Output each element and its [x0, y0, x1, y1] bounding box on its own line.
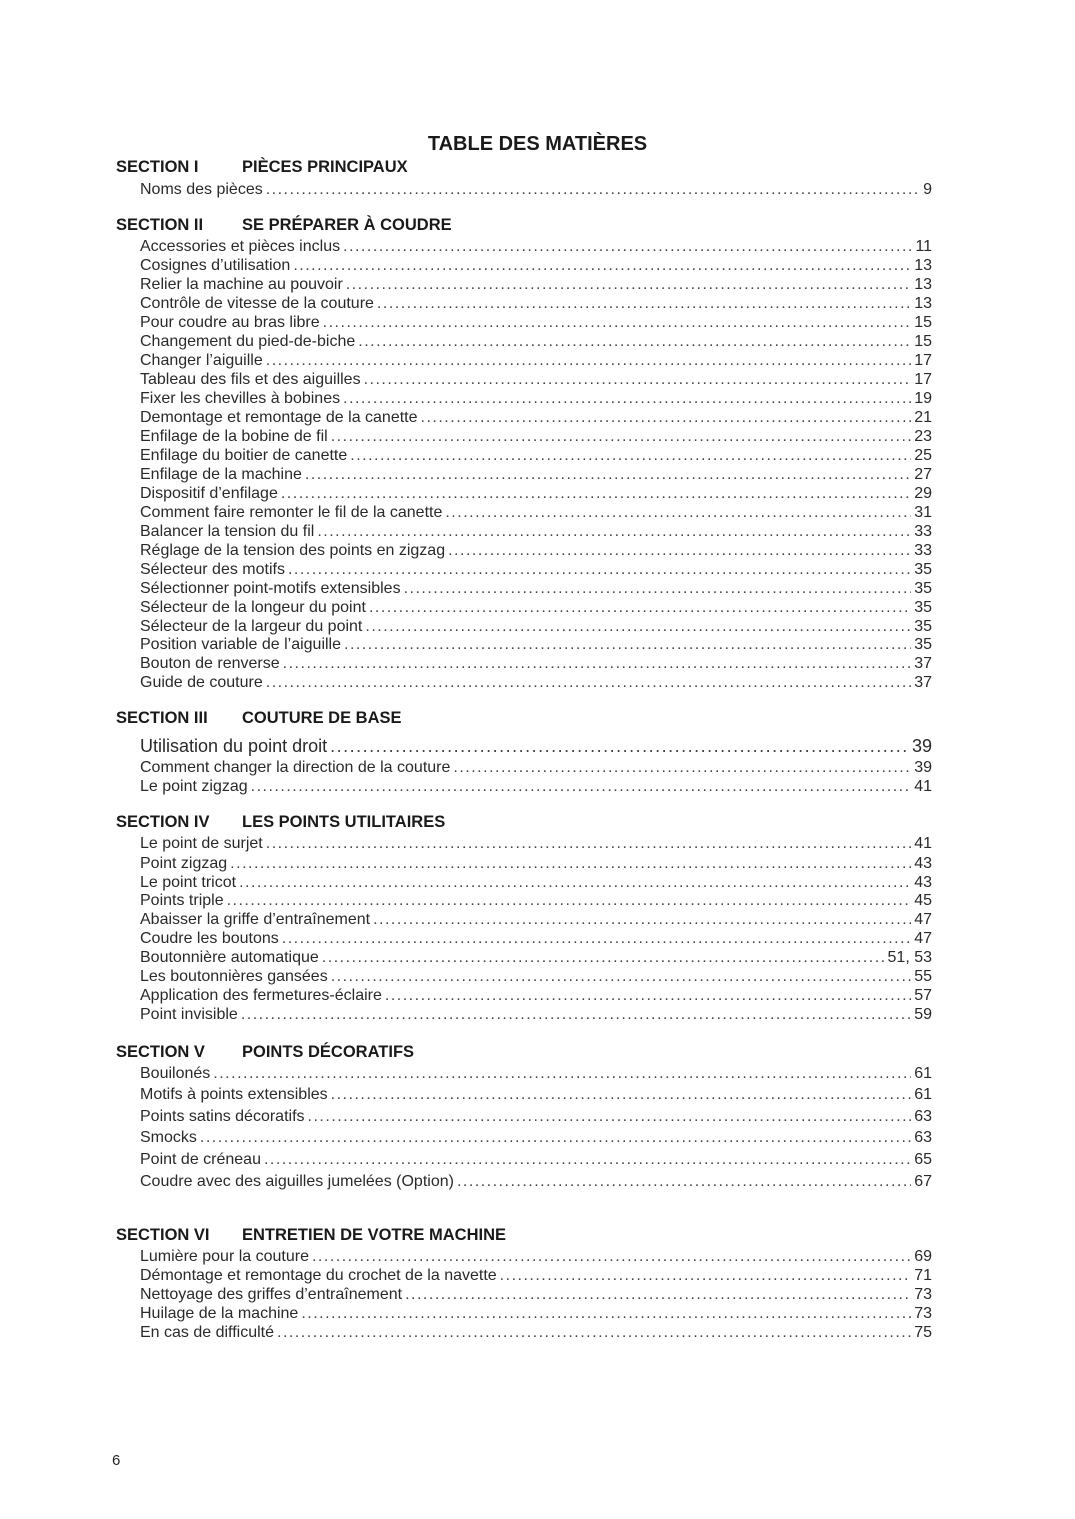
section-header-3 [116, 709, 402, 728]
toc-entry[interactable] [140, 390, 932, 408]
dot-leader [277, 1324, 911, 1342]
toc-entry[interactable] [140, 674, 932, 692]
dot-leader [343, 238, 912, 256]
entry-title: Cosignes d’utilisation [140, 257, 291, 274]
entry-title: Nettoyage des griffes d’entraînement [140, 1286, 403, 1303]
dot-leader [241, 1006, 911, 1024]
dot-leader [288, 561, 911, 579]
dot-leader [358, 333, 911, 351]
entry-page: 17 [914, 371, 932, 388]
toc-entry[interactable] [140, 736, 932, 757]
toc-entry[interactable] [140, 504, 932, 522]
entry-title: Noms des pièces [140, 181, 263, 198]
dot-leader [266, 352, 911, 370]
dot-leader [346, 276, 911, 294]
dot-leader [266, 835, 911, 853]
toc-entry[interactable] [140, 371, 932, 389]
entry-title: En cas de difficulté [140, 1324, 275, 1341]
entry-page: 71 [914, 1267, 932, 1284]
entry-title: Changer l’aiguille [140, 352, 263, 369]
dot-leader [293, 257, 911, 275]
entry-page: 27 [914, 466, 932, 483]
toc-entry[interactable] [140, 523, 932, 541]
toc-entry[interactable] [140, 580, 932, 598]
entry-title: Enfilage du boitier de canette [140, 447, 348, 464]
entry-page: 37 [914, 655, 932, 672]
entry-title: Enfilage de la bobine de fil [140, 428, 328, 445]
toc-entry[interactable] [140, 1267, 932, 1285]
dot-leader [281, 485, 911, 503]
entry-page: 31 [914, 504, 932, 521]
toc-entry[interactable] [140, 542, 932, 560]
entry-page: 17 [914, 352, 932, 369]
dot-leader [317, 523, 911, 541]
entry-title: Position variable de l’aiguille [140, 636, 342, 653]
section-header-2 [116, 216, 452, 235]
entry-title: Point de créneau [140, 1151, 261, 1168]
entry-page: 47 [914, 911, 932, 928]
dot-leader [385, 987, 911, 1005]
toc-entry[interactable] [140, 855, 932, 873]
entry-page: 39 [914, 759, 932, 776]
toc-entry[interactable] [140, 257, 932, 275]
entry-title: Réglage de la tension des points en zigzag [140, 542, 446, 559]
dot-leader [350, 447, 911, 465]
entry-page: 35 [914, 580, 932, 597]
section-name: LES POINTS UTILITAIRES [242, 813, 446, 831]
dot-leader [331, 1086, 912, 1104]
entry-page: 61 [914, 1086, 932, 1103]
entry-page: 9 [923, 181, 932, 198]
entry-title: Démontage et remontage du crochet de la navette [140, 1267, 497, 1284]
entry-page: 73 [914, 1305, 932, 1322]
dot-leader [421, 409, 912, 427]
toc-entry[interactable] [140, 1173, 932, 1191]
toc-entry[interactable] [140, 352, 932, 370]
toc-entry[interactable] [140, 276, 932, 294]
toc-entry[interactable] [140, 447, 932, 465]
toc-entry[interactable] [140, 485, 932, 503]
toc-entry[interactable] [140, 238, 932, 256]
dot-leader [266, 674, 911, 692]
entry-page: 35 [914, 618, 932, 635]
toc-entry[interactable] [140, 618, 932, 636]
toc-entry[interactable] [140, 1324, 932, 1342]
toc-entry[interactable] [140, 314, 932, 332]
toc-entry[interactable] [140, 949, 932, 967]
toc-entry[interactable] [140, 930, 932, 948]
entry-page: 61 [914, 1065, 932, 1082]
entry-title: Relier la machine au pouvoir [140, 276, 343, 293]
dot-leader [227, 892, 912, 910]
toc-entry[interactable] [140, 1129, 932, 1147]
entry-page: 33 [914, 523, 932, 540]
entry-title: Sélectionner point-motifs extensibles [140, 580, 401, 597]
entry-page: 51, 53 [887, 949, 932, 966]
dot-leader [369, 599, 911, 617]
toc-entry[interactable] [140, 778, 932, 796]
entry-title: Demontage et remontage de la canette [140, 409, 418, 426]
toc-entry[interactable] [140, 1286, 932, 1304]
entry-title: Motifs à points extensibles [140, 1086, 328, 1103]
entry-title: Utilisation du point droit [140, 736, 328, 756]
entry-page: 43 [914, 874, 932, 891]
toc-entry[interactable] [140, 181, 932, 199]
toc-entry[interactable] [140, 759, 932, 777]
toc-entry[interactable] [140, 409, 932, 427]
section-name: POINTS DÉCORATIFS [242, 1043, 415, 1061]
entry-title: Application des fermetures-éclaire [140, 987, 382, 1004]
entry-title: Sélecteur des motifs [140, 561, 285, 578]
section-name: ENTRETIEN DE VOTRE MACHINE [242, 1226, 507, 1244]
toc-entry[interactable] [140, 968, 932, 986]
entry-title: Sélecteur de la longeur du point [140, 599, 366, 616]
dot-leader [239, 874, 911, 892]
section-header-4 [116, 813, 445, 832]
entry-page: 33 [914, 542, 932, 559]
dot-leader [457, 1173, 911, 1191]
dot-leader [373, 911, 911, 929]
entry-page: 63 [914, 1108, 932, 1125]
toc-entry[interactable] [140, 1305, 932, 1323]
page-number: 6 [112, 1452, 121, 1469]
entry-page: 73 [914, 1286, 932, 1303]
section-number: SECTION I [116, 158, 199, 176]
dot-leader [264, 1151, 911, 1169]
entry-title: Le point tricot [140, 874, 237, 891]
toc-entry[interactable] [140, 599, 932, 617]
dot-leader [343, 390, 911, 408]
entry-page: 19 [914, 390, 932, 407]
entry-page: 39 [911, 736, 932, 756]
dot-leader [266, 181, 920, 199]
entry-page: 59 [914, 1006, 932, 1023]
dot-leader [305, 466, 911, 484]
dot-leader [282, 930, 911, 948]
toc-entry[interactable] [140, 1248, 932, 1266]
entry-page: 11 [915, 238, 932, 255]
entry-page: 35 [914, 636, 932, 653]
entry-title: Fixer les chevilles à bobines [140, 390, 341, 407]
toc-entry[interactable] [140, 1108, 932, 1126]
dot-leader [331, 968, 912, 986]
entry-page: 65 [914, 1151, 932, 1168]
entry-page: 35 [914, 599, 932, 616]
toc-entry[interactable] [140, 636, 932, 654]
section-number: SECTION VI [116, 1226, 210, 1244]
toc-entry[interactable] [140, 1065, 932, 1083]
entry-title: Points triple [140, 892, 224, 909]
entry-title: Lumière pour la couture [140, 1248, 309, 1265]
entry-title: Sélecteur de la largeur du point [140, 618, 363, 635]
dot-leader [283, 655, 912, 673]
toc-entry[interactable] [140, 874, 932, 892]
entry-page: 29 [914, 485, 932, 502]
entry-page: 67 [914, 1173, 932, 1190]
toc-entry[interactable] [140, 466, 932, 484]
entry-title: Accessories et pièces inclus [140, 238, 341, 255]
entry-page: 69 [914, 1248, 932, 1265]
dot-leader [301, 1305, 911, 1323]
dot-leader [365, 618, 911, 636]
dot-leader [308, 1108, 912, 1126]
entry-title: Bouton de renverse [140, 655, 280, 672]
toc-entry[interactable] [140, 1006, 932, 1024]
toc-entry[interactable] [140, 428, 932, 446]
entry-title: Comment faire remonter le fil de la canette [140, 504, 443, 521]
entry-title: Coudre les boutons [140, 930, 279, 947]
entry-page: 13 [914, 276, 932, 293]
dot-leader [312, 1248, 911, 1266]
entry-title: Changement du pied-de-biche [140, 333, 356, 350]
dot-leader [445, 504, 911, 522]
entry-page: 55 [914, 968, 932, 985]
dot-leader [453, 759, 911, 777]
entry-title: Coudre avec des aiguilles jumelées (Option) [140, 1173, 454, 1190]
entry-title: Tableau des fils et des aiguilles [140, 371, 361, 388]
toc-entry[interactable] [140, 295, 932, 313]
entry-page: 25 [914, 447, 932, 464]
entry-page: 13 [914, 257, 932, 274]
entry-page: 75 [914, 1324, 932, 1341]
entry-title: Enfilage de la machine [140, 466, 302, 483]
section-header-1 [116, 158, 408, 177]
entry-title: Points satins décoratifs [140, 1108, 305, 1125]
entry-page: 35 [914, 561, 932, 578]
section-number: SECTION III [116, 709, 208, 727]
entry-page: 57 [914, 987, 932, 1004]
entry-page: 47 [914, 930, 932, 947]
entry-page: 15 [914, 314, 932, 331]
dot-leader [404, 580, 912, 598]
entry-page: 41 [914, 835, 932, 852]
dot-leader [448, 542, 911, 560]
entry-page: 13 [914, 295, 932, 312]
dot-leader [251, 778, 912, 796]
section-name: PIÈCES PRINCIPAUX [242, 158, 408, 176]
toc-entry[interactable] [140, 911, 932, 929]
entry-title: Les boutonnières gansées [140, 968, 328, 985]
entry-title: Le point zigzag [140, 778, 248, 795]
entry-title: Balancer la tension du fil [140, 523, 315, 540]
dot-leader [405, 1286, 911, 1304]
section-name: SE PRÉPARER À COUDRE [242, 216, 452, 234]
entry-title: Guide de couture [140, 674, 263, 691]
dot-leader [330, 736, 909, 757]
entry-page: 37 [914, 674, 932, 691]
entry-page: 15 [914, 333, 932, 350]
entry-page: 21 [914, 409, 932, 426]
dot-leader [230, 855, 911, 873]
entry-page: 45 [914, 892, 932, 909]
dot-leader [322, 949, 885, 967]
dot-leader [500, 1267, 912, 1285]
dot-leader [344, 636, 911, 654]
toc-entry[interactable] [140, 892, 932, 910]
entry-title: Contrôle de vitesse de la couture [140, 295, 374, 312]
entry-title: Le point de surjet [140, 835, 263, 852]
entry-title: Point invisible [140, 1006, 238, 1023]
entry-title: Huilage de la machine [140, 1305, 299, 1322]
dot-leader [213, 1065, 911, 1083]
section-header-5 [116, 1043, 414, 1062]
entry-title: Comment changer la direction de la couture [140, 759, 451, 776]
dot-leader [377, 295, 911, 313]
toc-entry[interactable] [140, 987, 932, 1005]
entry-title: Bouilonés [140, 1065, 211, 1082]
section-name: COUTURE DE BASE [242, 709, 402, 727]
toc-entry[interactable] [140, 1086, 932, 1104]
toc-entry[interactable] [140, 835, 932, 853]
section-number: SECTION II [116, 216, 204, 234]
entry-title: Boutonnière automatique [140, 949, 319, 966]
entry-page: 43 [914, 855, 932, 872]
page-title: TABLE DES MATIÈRES [427, 133, 648, 155]
entry-page: 41 [914, 778, 932, 795]
toc-entry[interactable] [140, 1151, 932, 1169]
toc-entry[interactable] [140, 333, 932, 351]
entry-page: 63 [914, 1129, 932, 1146]
toc-entry[interactable] [140, 655, 932, 673]
section-number: SECTION V [116, 1043, 205, 1061]
section-header-6 [116, 1226, 506, 1245]
toc-entry[interactable] [140, 561, 932, 579]
entry-title: Abaisser la griffe d’entraînement [140, 911, 371, 928]
section-number: SECTION IV [116, 813, 210, 831]
entry-title: Pour coudre au bras libre [140, 314, 320, 331]
entry-title: Point zigzag [140, 855, 228, 872]
dot-leader [323, 314, 912, 332]
dot-leader [364, 371, 912, 389]
entry-title: Smocks [140, 1129, 197, 1146]
entry-page: 23 [914, 428, 932, 445]
dot-leader [331, 428, 912, 446]
entry-title: Dispositif d’enfilage [140, 485, 278, 502]
dot-leader [200, 1129, 911, 1147]
